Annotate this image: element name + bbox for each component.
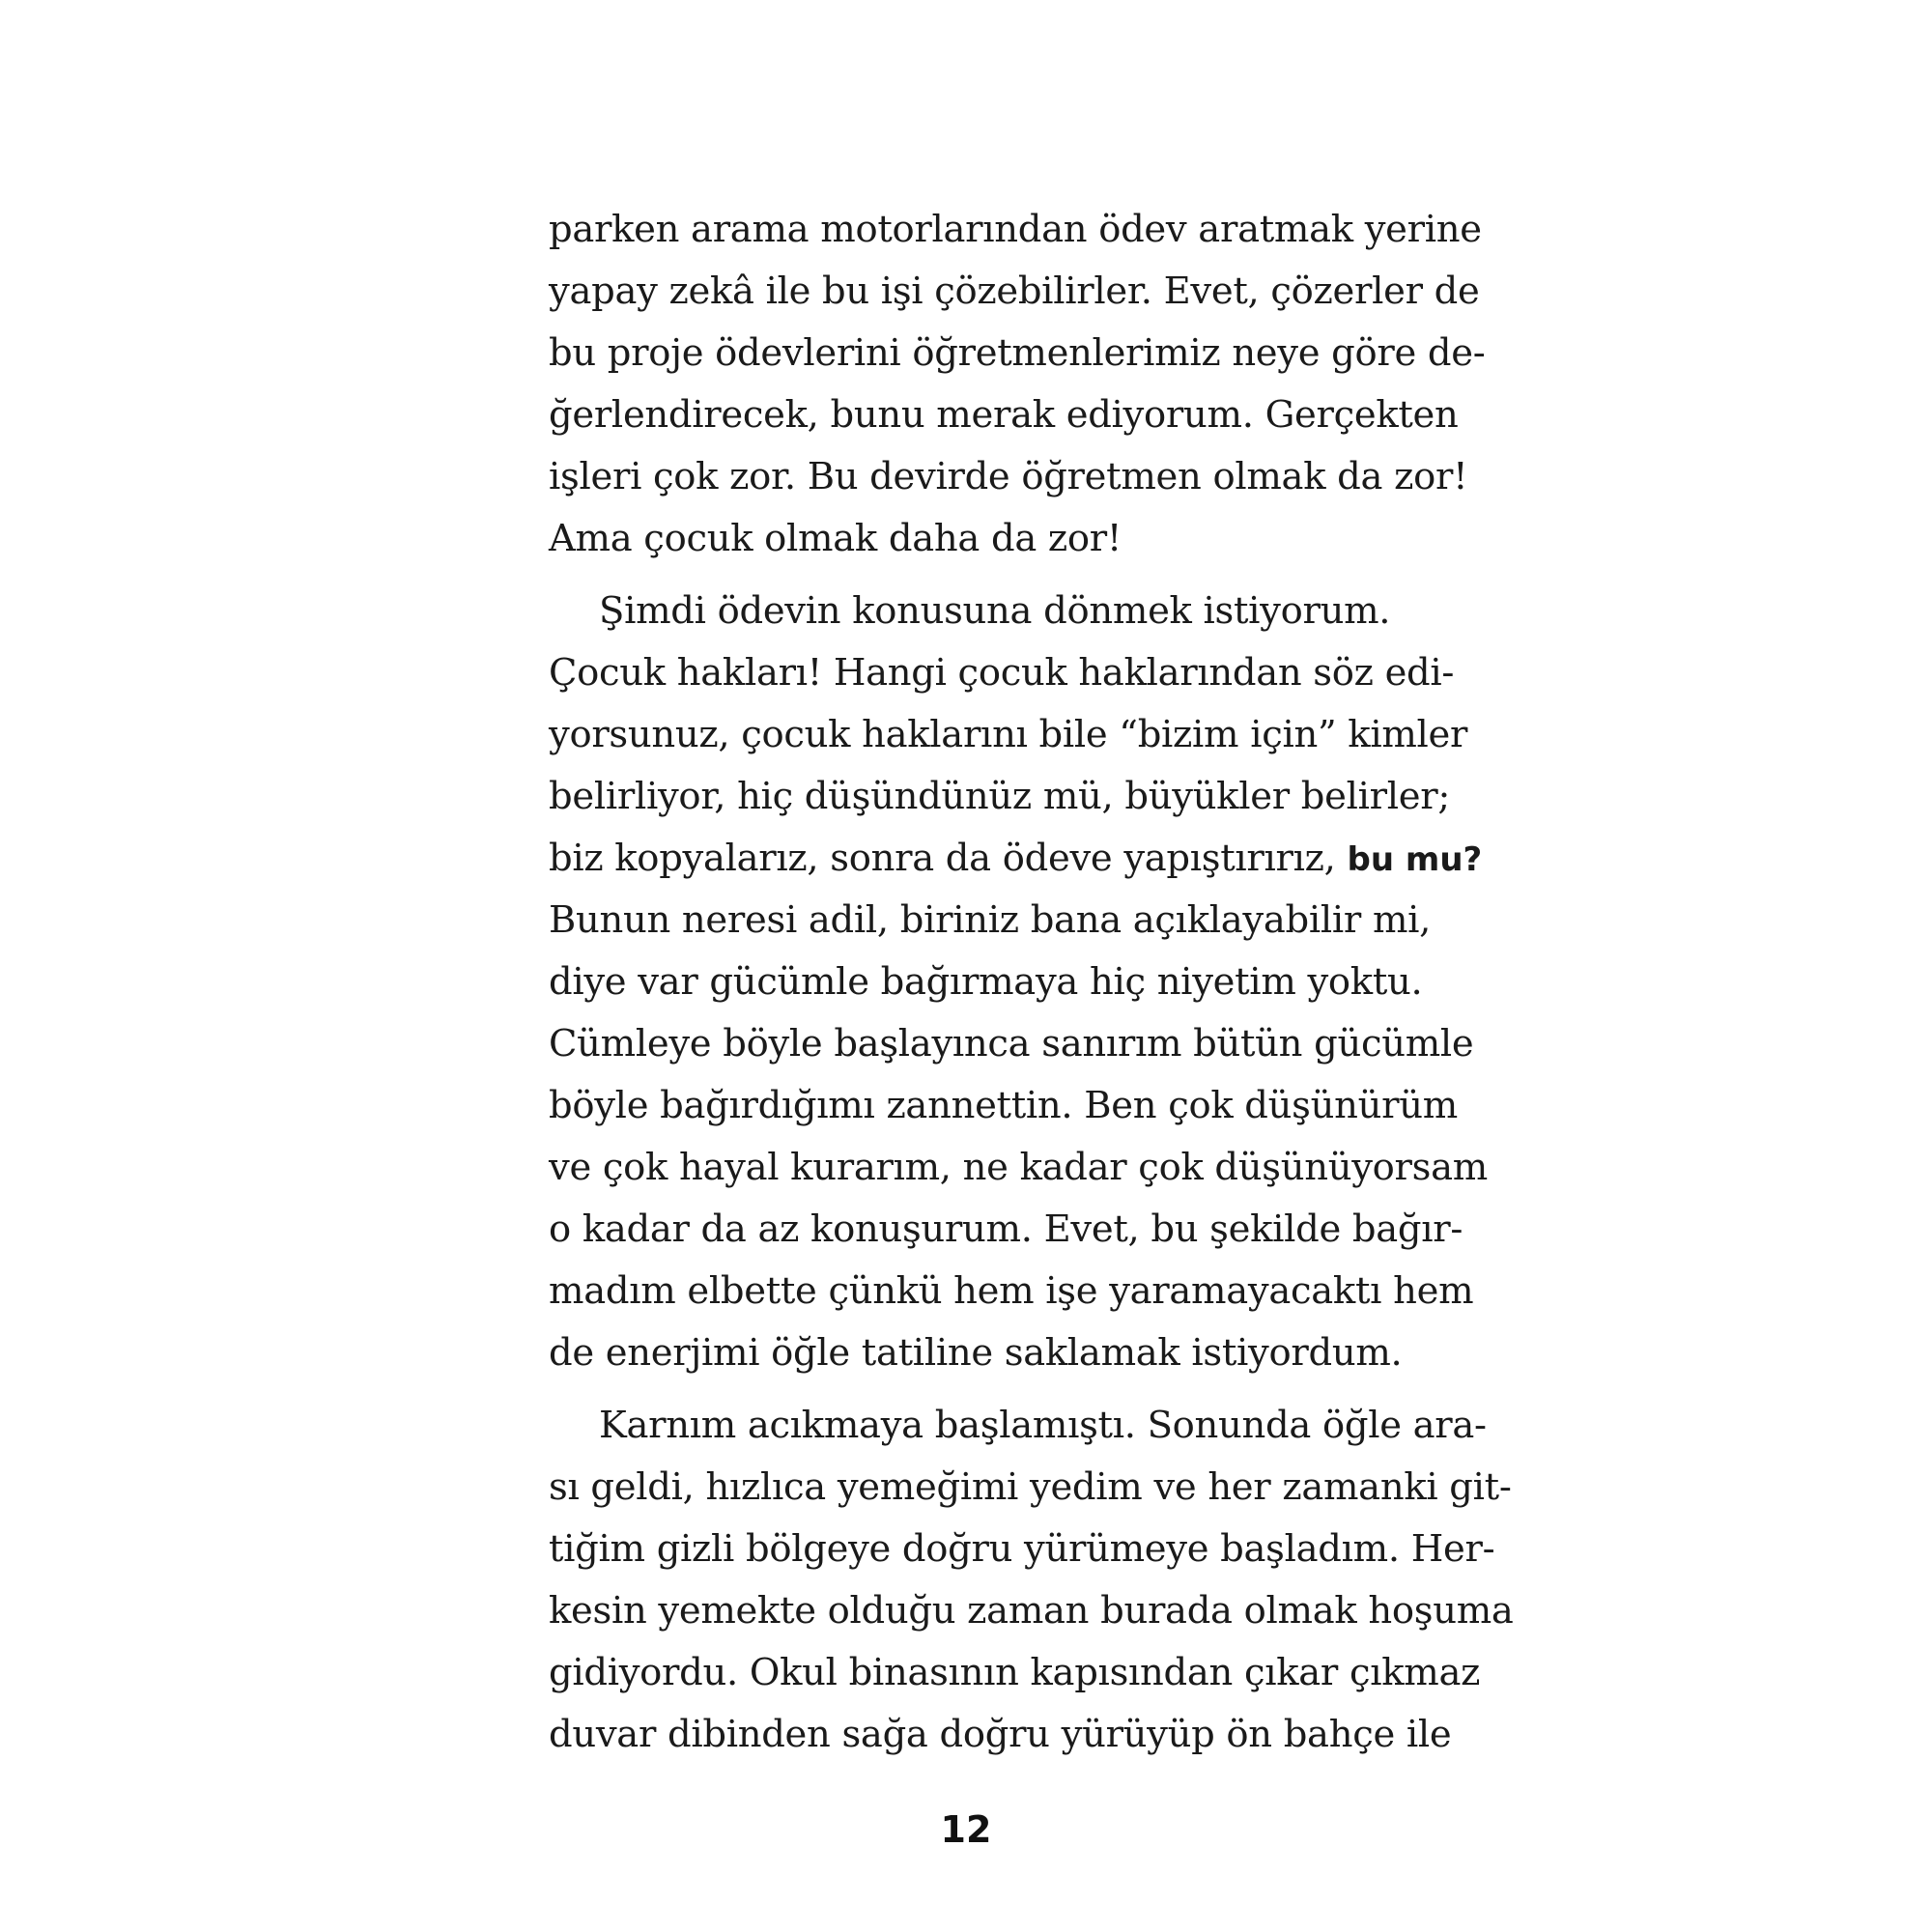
text-line: o kadar da az konuşurum. Evet, bu şekilde bağır- (549, 1208, 1463, 1251)
text-line: gidiyordu. Okul binasının kapısından çıkar çıkmaz (549, 1651, 1481, 1694)
text-line: bu proje ödevlerini öğretmenlerimiz neye göre de- (549, 331, 1486, 375)
text-line: tiğim gizli bölgeye doğru yürümeye başladım. Her- (549, 1527, 1495, 1571)
text-line: madım elbette çünkü hem işe yaramayacaktı hem (549, 1269, 1474, 1313)
page-number: 12 (940, 1808, 992, 1851)
text-line: de enerjimi öğle tatiline saklamak istiyordum. (549, 1331, 1403, 1375)
text-line: Şimdi ödevin konusuna dönmek istiyorum. (599, 589, 1391, 633)
text-line: belirliyor, hiç düşündünüz mü, büyükler belirler; (549, 775, 1450, 818)
text-line: böyle bağırdığımı zannettin. Ben çok düşünürüm (549, 1084, 1458, 1127)
text-segment: biz kopyalarız, sonra da ödeve yapıştırırız, (549, 837, 1336, 880)
text-line: diye var gücümle bağırmaya hiç niyetim yoktu. (549, 960, 1423, 1004)
text-line: yapay zekâ ile bu işi çözebilirler. Evet, çözerler de (549, 270, 1480, 313)
text-line: kesin yemekte olduğu zaman burada olmak hoşuma (549, 1589, 1514, 1633)
text-line: yorsunuz, çocuk haklarını bile “bizim için” kimler (549, 713, 1468, 756)
text-line: işleri çok zor. Bu devirde öğretmen olmak da zor! (549, 455, 1468, 498)
text-line: Çocuk hakları! Hangi çocuk haklarından söz edi- (549, 651, 1455, 695)
text-line: ve çok hayal kurarım, ne kadar çok düşünüyorsam (549, 1146, 1488, 1189)
text-line: Bunun neresi adil, biriniz bana açıklayabilir mi, (549, 898, 1432, 942)
paragraph-gap (549, 1384, 1366, 1395)
paragraph-gap (549, 570, 1366, 581)
text-line: Karnım acıkmaya başlamıştı. Sonunda öğle ara- (599, 1404, 1487, 1447)
text-line: Ama çocuk olmak daha da zor! (549, 517, 1122, 560)
handwritten-emphasis: bu mu? (1347, 840, 1483, 879)
text-line: duvar dibinden sağa doğru yürüyüp ön bahçe ile (549, 1713, 1452, 1756)
text-line: parken arama motorlarından ödev aratmak yerine (549, 208, 1482, 251)
text-line: ğerlendirecek, bunu merak ediyorum. Gerçekten (549, 393, 1459, 437)
text-line-with-emphasis (549, 828, 1483, 890)
text-line: sı geldi, hızlıca yemeğimi yedim ve her zamanki git- (549, 1465, 1512, 1509)
body-text (549, 199, 1514, 1766)
text-line: Cümleye böyle başlayınca sanırım bütün gücümle (549, 1022, 1474, 1065)
